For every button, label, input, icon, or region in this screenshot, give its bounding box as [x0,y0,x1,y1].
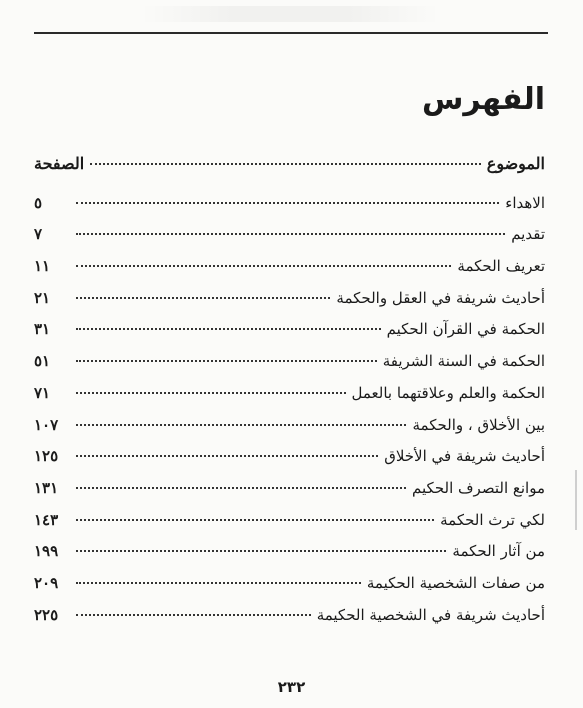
dot-leader [76,233,505,235]
table-of-contents [34,148,545,631]
toc-entry-title: الحكمة والعلم وعلاقتهما بالعمل [351,383,545,402]
toc-entry [34,188,545,220]
toc-entry [34,568,545,600]
toc-entry-title: بين الأخلاق ، والحكمة [412,415,545,434]
dot-leader [76,519,434,521]
toc-entry [34,505,545,537]
toc-entry-title: أحاديث شريفة في الأخلاق [384,447,545,466]
toc-entry-page: ٢٢٥ [34,605,59,624]
toc-entry-title: من آثار الحكمة [452,542,545,561]
bleed-through-text [140,6,440,22]
toc-entries [34,188,545,632]
toc-entry [34,473,545,505]
dot-leader [76,550,446,552]
dot-leader [76,328,381,330]
page-number: ٢٣٢ [277,678,306,696]
toc-entry-page: ١٠٧ [34,415,59,434]
toc-entry-page: ٧ [34,225,43,244]
toc-entry-title: الحكمة في القرآن الحكيم [386,320,545,339]
toc-entry [34,441,545,473]
toc-entry-page: ٥١ [34,352,51,371]
toc-entry-page: ٢١ [34,288,51,307]
toc-entry-page: ١٩٩ [34,542,59,561]
toc-entry-title: من صفات الشخصية الحكيمة [366,573,545,592]
dot-leader [76,614,311,616]
toc-entry-page: ١٢٥ [34,447,59,466]
toc-entry [34,600,545,632]
dot-leader [76,424,406,426]
toc-entry [34,251,545,283]
top-rule [34,32,548,34]
dot-leader [90,163,481,165]
toc-entry-page: ٣١ [34,320,51,339]
toc-entry-title: موانع التصرف الحكيم [412,478,545,497]
scan-edge-mark [575,470,577,530]
toc-entry-title: لكي ترث الحكمة [440,510,545,529]
toc-entry [34,314,545,346]
toc-entry-title: تقديم [511,225,545,244]
toc-entry-page: ١٤٣ [34,510,59,529]
toc-entry-title: الاهداء [505,193,545,212]
dot-leader [76,297,330,299]
dot-leader [76,487,406,489]
dot-leader [76,582,361,584]
page-title: الفهرس [421,82,545,117]
toc-entry-page: ٥ [34,193,43,212]
toc-entry-title: أحاديث شريفة في العقل والحكمة [336,288,545,307]
toc-entry-page: ٧١ [34,383,51,402]
toc-entry [34,219,545,251]
dot-leader [76,392,346,394]
subject-column-label: الموضوع [486,154,545,173]
toc-entry-page: ١١ [34,257,51,276]
toc-entry-title: تعريف الحكمة [457,257,545,276]
toc-entry-page: ٢٠٩ [34,573,59,592]
toc-entry [34,410,545,442]
toc-entry-page: ١٣١ [34,478,59,497]
page-column-label: الصفحة [34,154,85,173]
dot-leader [76,455,378,457]
toc-header [34,148,545,180]
dot-leader [76,202,499,204]
dot-leader [76,360,377,362]
toc-entry [34,283,545,315]
dot-leader [76,265,451,267]
toc-entry [34,346,545,378]
toc-entry [34,536,545,568]
toc-entry-title: الحكمة في السنة الشريفة [382,352,545,371]
toc-entry [34,378,545,410]
toc-entry-title: أحاديث شريفة في الشخصية الحكيمة [316,605,545,624]
